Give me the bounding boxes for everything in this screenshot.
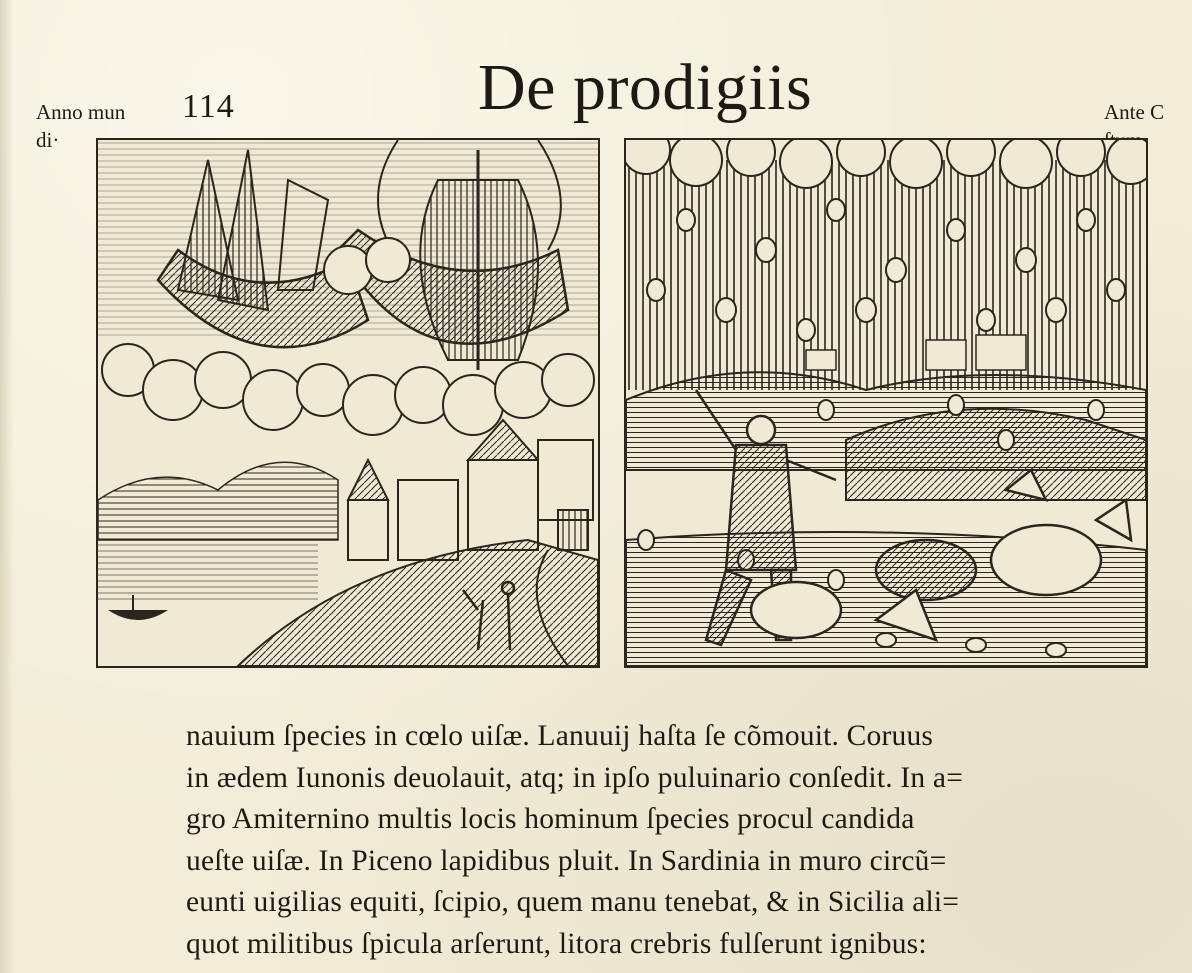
body-text <box>186 716 1146 965</box>
body-line-2: in ædem Iunonis deuolauit, atq; in ipſo puluinario conſedit. In a= <box>186 761 964 794</box>
running-head-left-line1: Anno mun <box>36 100 126 124</box>
page-gutter-shadow <box>0 0 14 973</box>
woodcut-ships-in-sky-icon <box>98 140 598 666</box>
running-head-right-line1: Ante C <box>1104 100 1165 124</box>
body-line-6: quot militibus ſpicula arſerunt, litora crebris fulſerunt ignibus: <box>186 927 927 960</box>
body-line-5: eunti uigilias equiti, ſcipio, quem manu tenebat, & in Sicilia ali= <box>186 886 960 918</box>
woodcut-stone-rain-icon <box>626 140 1146 666</box>
running-head-left-line2: di· <box>36 128 60 152</box>
woodcut-stone-rain-illustration <box>624 138 1148 668</box>
page-title: De prodigiis <box>478 51 813 124</box>
body-line-1: nauium ſpecies in cœlo uiſæ. Lanuuij haſta ſe cõmouit. Coruus <box>186 720 934 752</box>
body-line-4: ueſte uiſæ. In Piceno lapidibus pluit. In Sardinia in muro circũ= <box>186 844 947 877</box>
body-line-3: gro Amiternino multis locis hominum ſpecies procul candida <box>186 803 915 835</box>
woodcut-ships-in-sky-illustration <box>96 138 600 668</box>
page-number: 114 <box>182 88 235 125</box>
